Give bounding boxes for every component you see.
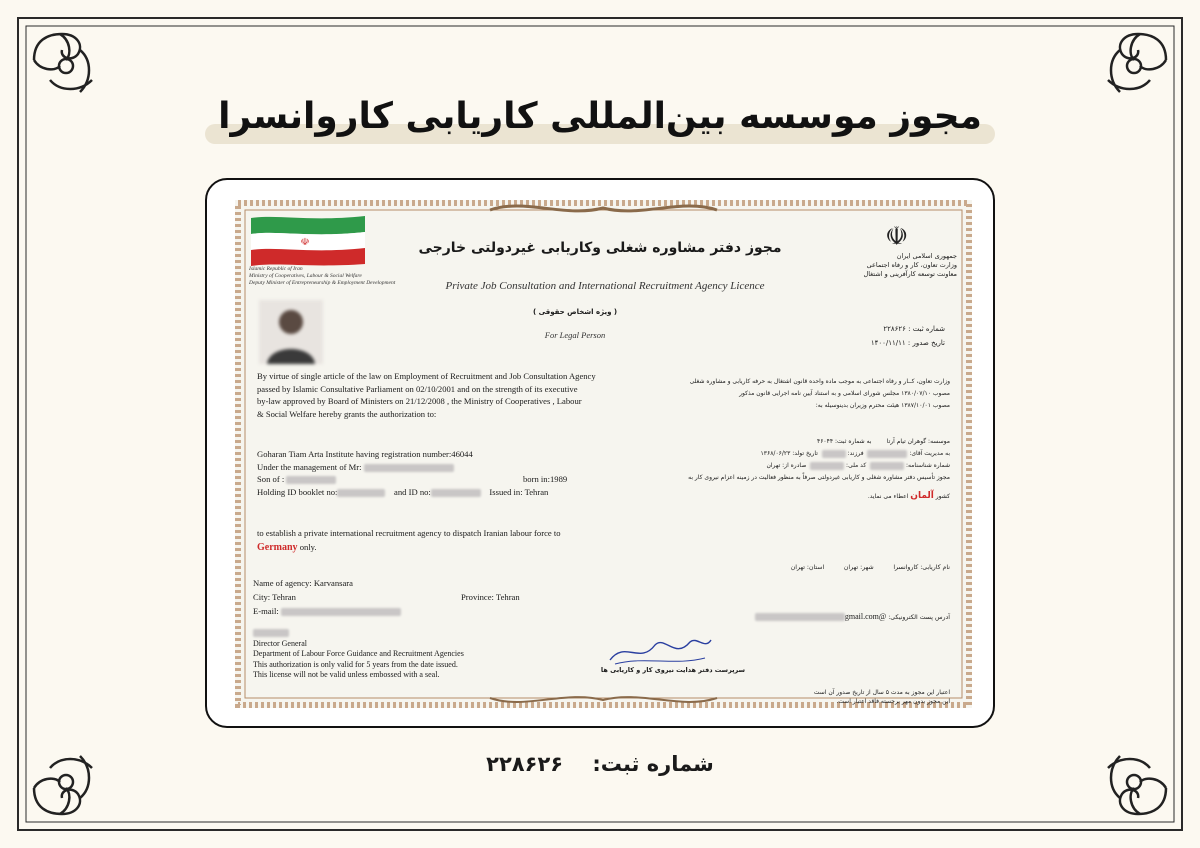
licence-title-fa: مجوز دفتر مشاوره شغلی وکاریابی غیردولتی خارجی	[418, 240, 782, 256]
fa-city: شهر: تهران	[843, 564, 874, 571]
corner-ornament-icon	[1108, 34, 1166, 92]
institute-line: Goharan Tiam Arta Institute having registration number:46044	[257, 449, 473, 459]
en-body-line: & Social Welfare hereby grants the authorization to:	[257, 408, 437, 419]
fa-email-redacted	[755, 613, 845, 621]
subtitle-en: For Legal Person	[544, 330, 606, 340]
agency-name: Name of agency: Karvansara	[253, 578, 353, 588]
iran-emblem-icon: ☫	[885, 222, 909, 252]
corner-ornament-icon	[34, 756, 92, 814]
issue-date-value: ۱۴۰۰/۱۱/۱۱	[870, 339, 906, 347]
fa-nationalcode: کد ملی:	[846, 462, 867, 469]
director-title: Director General	[253, 638, 307, 648]
fa-email-suffix: @gmail.com	[844, 612, 887, 621]
fa-signer: سرپرست دفتر هدایت نیروی کار و کاریابی ها	[600, 666, 745, 674]
corner-ornament-icon	[34, 34, 92, 92]
reg-no-value: ۲۲۸۶۲۶	[883, 325, 906, 333]
licence-certificate	[235, 200, 972, 708]
fa-manager: به مدیریت آقای:	[909, 450, 950, 457]
fa-idcard-redacted	[870, 462, 904, 470]
only-word: only.	[299, 542, 317, 552]
fa-idcard: شماره شناسنامه:	[905, 462, 950, 469]
fa-country-suffix: اعطاء می نماید.	[867, 493, 909, 500]
en-body-line: passed by Islamic Consultative Parliament on 02/10/2001 and on the strength of its executive	[257, 383, 578, 394]
fa-permit: مجوز تأسیس دفتر مشاوره شغلی و کاریابی غیردولتی صرفاً به منظور فعالیت در زمینه اعزام نیروی کار به	[688, 474, 950, 481]
fa-validity: اعتبار این مجوز به مدت ۵ سال از تاریخ صدور آن است	[813, 689, 950, 696]
corner-ornament-icon	[1108, 756, 1166, 814]
signature-scribble-icon	[605, 630, 715, 670]
svg-text:☫: ☫	[300, 237, 310, 248]
fa-agency: نام کاریابی: کاروانسرا	[893, 564, 950, 571]
email-label: E-mail:	[253, 606, 279, 616]
validity-note: This authorization is only valid for 5 years from the date issued.	[253, 659, 458, 669]
iran-flag-icon	[249, 214, 367, 266]
management-label: Under the management of Mr:	[257, 461, 362, 472]
fa-institute: موسسه: گوهران تیام آرتا	[886, 438, 950, 445]
reg-number: ۲۲۸۶۲۶	[486, 752, 564, 776]
id-label: and ID no:	[394, 486, 431, 497]
reg-label: شماره ثبت:	[592, 752, 714, 776]
fa-reg: به شماره ثبت: ۴۶۰۴۴	[816, 438, 872, 445]
licence-title-en: Private Job Consultation and International Recruitment Agency Licence	[445, 280, 765, 292]
manager-name-redacted	[364, 464, 454, 472]
id-no-redacted	[431, 489, 481, 497]
city: City: Tehran	[253, 592, 296, 602]
emblem-line: جمهوری اسلامی ایران	[896, 252, 957, 260]
person-silhouette-icon	[259, 300, 323, 364]
son-of-label: Son of :	[257, 474, 285, 484]
fa-birth: تاریخ تولد: ۱۳۶۸/۰۶/۲۳	[760, 450, 818, 457]
en-body-line: by-law approved by Board of Ministers on 21/12/2008 , the Ministry of Cooperatives , Labour	[257, 396, 582, 406]
father-name-redacted	[286, 476, 336, 484]
emblem-line: معاونت توسعه کارآفرینی و اشتغال	[863, 270, 957, 278]
fa-manager-redacted	[867, 450, 907, 458]
born-label: born in:1989	[523, 474, 568, 484]
issue-date-label: تاریخ صدور :	[907, 339, 945, 347]
fa-country: آلمان	[910, 491, 934, 501]
fa-body-line: وزارت تعاون، کــار و رفاه اجتماعی به موجب ماده واحده قانون اشتغال به حرفه کاریابی و مشاوره شغلی	[689, 378, 950, 385]
page-title: مجوز موسسه بین‌المللی کاریابی کاروانسرا	[218, 96, 982, 137]
registration-number	[400, 752, 800, 776]
purpose-line: to establish a private international recruitment agency to dispatch Iranian labour force to	[257, 528, 561, 538]
subtitle-fa: ( ویژه اشخاص حقوقی )	[532, 308, 618, 316]
seal-note: This license will not be valid unless embossed with a seal.	[253, 670, 440, 679]
fa-child: فرزند:	[847, 450, 864, 457]
fa-seal: این مجوز بدون مهر برجسته فاقد اعتبار است.	[836, 698, 950, 705]
holding-label: Holding ID booklet no:	[257, 486, 338, 497]
certificate-card	[205, 178, 995, 728]
province: Province: Tehran	[461, 592, 520, 602]
fa-nationalcode-redacted	[810, 462, 844, 470]
en-body-line: By virtue of single article of the law on Employment of Recruitment and Job Consultation Agency	[257, 371, 596, 381]
flag-caption-line: Islamic Republic of Iran	[249, 266, 303, 272]
fa-email-label: آدرس پست الکترونیکی:	[888, 614, 950, 621]
fa-issuedfrom: صادره از: تهران	[766, 462, 807, 469]
booklet-no-redacted	[337, 489, 385, 497]
reg-no-label: شماره ثبت :	[908, 325, 945, 333]
holder-photo	[259, 300, 323, 364]
fa-country-prefix: کشور	[935, 493, 950, 500]
department: Department of Labour Force Guidance and Recruitment Agencies	[253, 649, 464, 658]
fa-body-line: مصوب ۱۳۸۰/۰۷/۱۰ مجلس شورای اسلامی و به استناد آیین نامه اجرایی قانون مذکور	[739, 390, 950, 397]
emblem-line: وزارت تعاون، کار و رفاه اجتماعی	[866, 261, 957, 269]
country-en: Germany	[257, 542, 298, 553]
fa-province: استان: تهران	[790, 564, 825, 571]
flag-caption-line: Ministry of Cooperatives, Labour & Social Welfare	[249, 273, 362, 279]
email-redacted	[281, 608, 401, 616]
issued-label: Issued in: Tehran	[489, 486, 549, 497]
flag-caption-line: Deputy Minister of Entrepreneurship & Employment Development	[249, 280, 396, 286]
fa-child-redacted	[822, 450, 846, 458]
fa-body-line: مصوب ۱۳۸۷/۱۰/۰۱ هیئت محترم وزیران بدینوسیله به:	[815, 402, 950, 409]
director-name-redacted	[253, 629, 289, 637]
